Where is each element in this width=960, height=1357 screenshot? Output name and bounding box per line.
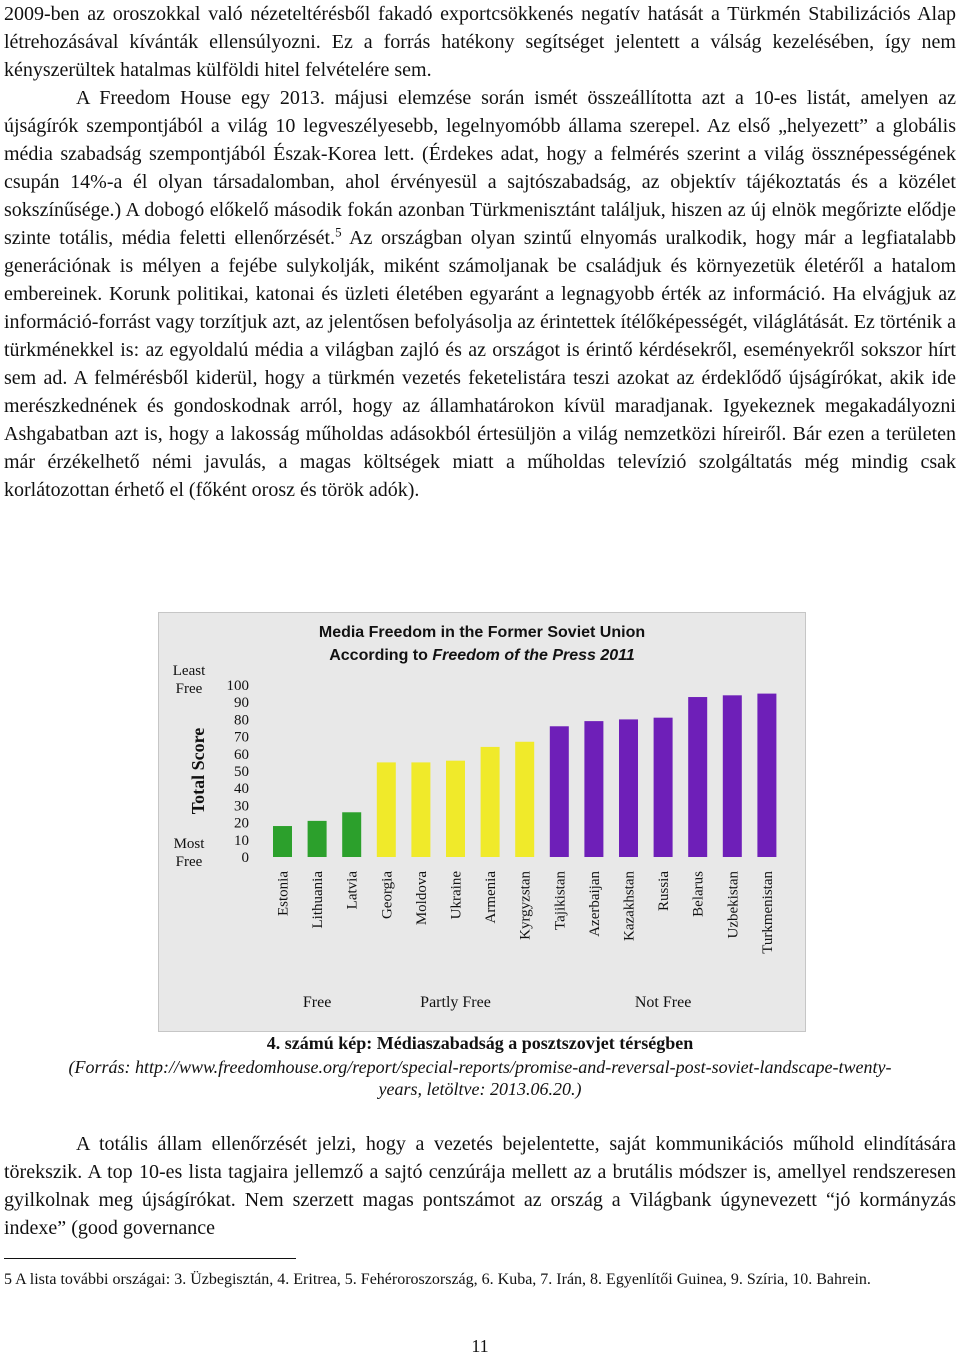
x-tick-label: Latvia	[344, 871, 361, 910]
footnote-divider	[4, 1258, 296, 1259]
bar-moldova	[411, 762, 430, 857]
x-tick-label: Ukraine	[448, 871, 465, 920]
group-label-not: Not Free	[634, 994, 692, 1011]
y-tick-label: 100	[226, 678, 249, 694]
paragraph-total-control: A totális állam ellenőrzését jelzi, hogy a vezetés bejelentette, saját kommunikációs műhold elindítására törekszik. A top 10-es lista tagjaira jellemző a sajtó cenzúrája mellett az a brutális módszer is, amellyel rendszeresen gyilkolnak meg újságírókat. Nem szerzett magas pontszámot az ország a Világbank úgynevezett “jó kormányzás indexe” (good governance	[4, 1133, 956, 1239]
x-tick-label: Azerbaijan	[586, 871, 603, 937]
x-tick-label: Georgia	[379, 871, 396, 920]
y-tick-label: 10	[234, 832, 249, 849]
bar-armenia	[481, 747, 500, 857]
chart-subtitle-prefix: According to	[329, 647, 433, 664]
bar-kazakhstan	[619, 719, 638, 857]
chart-subtitle-source: Freedom of the Press 2011	[432, 647, 635, 664]
page-number: 11	[471, 1336, 489, 1356]
y-axis-title: Total Score	[188, 727, 208, 815]
figure-caption-source-line2: years, letöltve: 2013.06.20.)	[378, 1079, 582, 1099]
y-tick-label: 20	[234, 815, 249, 832]
footnote-reference[interactable]: 5	[335, 224, 342, 240]
bar-estonia	[273, 826, 292, 857]
y-tick-label: 70	[234, 729, 249, 746]
chart-subtitle	[159, 647, 805, 665]
bar-ukraine	[446, 761, 465, 857]
chart-canvas	[159, 613, 805, 1031]
bar-belarus	[688, 697, 707, 857]
x-tick-label: Tajikistan	[552, 871, 569, 930]
y-tick-label: 90	[234, 695, 249, 712]
y-tick-label: 80	[234, 712, 249, 729]
x-tick-label: Kazakhstan	[621, 871, 638, 941]
paragraph-text-a: A Freedom House egy 2013. májusi elemzése során ismét összeállította azt a 10-es listát, amelyen az újságírók szempontjából a világ 10 legveszélyesebb, legelnyomóbb állama szerepel. Az első „helyezett” a globális média szabadság szempontjából Észak-Korea lett. (Érdekes adat, hogy a felmérés szerint a világ össznépességének csupán 14%-a él olyan társadalomban, ahol érvényesül a sajtószabadság, az objektív tájékoztatás és a közélet sokszínűsége.) A dobogó előkelő második fokán azonban Türkmenisztánt találjuk, hiszen az új elnök megőrizte elődje szinte totális, média feletti ellenőrzését.	[4, 87, 956, 249]
y-top-label-line1: Least	[172, 663, 206, 679]
x-tick-label: Kyrgyzstan	[517, 871, 534, 940]
bar-lithuania	[308, 821, 327, 857]
bar-latvia	[342, 812, 361, 857]
x-tick-label: Armenia	[483, 871, 500, 924]
x-tick-label: Russia	[656, 871, 673, 912]
group-label-partly: Partly Free	[420, 994, 491, 1011]
bar-azerbaijan	[584, 721, 603, 857]
y-tick-label: 40	[234, 781, 249, 798]
bar-tajikistan	[550, 726, 569, 857]
bar-georgia	[377, 762, 396, 857]
bar-kyrgyzstan	[515, 742, 534, 857]
x-tick-label: Estonia	[275, 871, 292, 916]
y-tick-label: 60	[234, 746, 249, 763]
x-tick-label: Turkmenistan	[759, 871, 776, 954]
group-label-free: Free	[302, 994, 332, 1011]
y-tick-label: 0	[241, 850, 249, 866]
y-tick-label: 30	[234, 798, 249, 815]
y-bottom-label-line1: Most	[173, 836, 205, 852]
bar-turkmenistan	[757, 694, 776, 857]
x-tick-label: Moldova	[413, 871, 430, 926]
paragraph-intro: 2009-ben az oroszokkal való nézeteltérésből fakadó exportcsökkenés negatív hatását a Türkmén Stabilizációs Alap létrehozásával kívánták ellensúlyozni. Ez a forrás hatékony segítséget jelentett a válság kezelésében, így nem kényszerültek hatalmas külföldi hitel felvételére sem.	[4, 3, 956, 81]
y-top-label-line2: Free	[175, 681, 203, 697]
figure-caption-source-line1: (Forrás: http://www.freedomhouse.org/report/special-reports/promise-and-reversal-post-soviet-landscape-twenty-	[68, 1057, 892, 1077]
bar-uzbekistan	[723, 695, 742, 857]
x-tick-label: Uzbekistan	[725, 871, 742, 939]
chart-title: Media Freedom in the Former Soviet Union	[318, 624, 646, 641]
y-bottom-label-line2: Free	[175, 854, 203, 870]
paragraph-text-b: Az országban olyan szintű elnyomás uralkodik, hogy már a legfiatalabb generációnak is mélyen a fejébe sulykolják, miként számoljanak be családjuk és környezetük életéről a hatalom embereinek. Korunk politikai, katonai és üzleti életében egyaránt a legnagyobb érték az információ. Ha elvágjuk az információ-forrást vagy torzítjuk azt, az jelentősen befolyásolja az érintettek ítélőképességét, világlátását. Ez történik a türkménekkel is: az egyoldalú média a világban zajló és az országot is érintő kérdésekről, eseményekről sokszor hírt sem ad. A felmérésből kiderül, hogy a türkmén vezetés feketelistára teszi azokat az érdeklődő újságírókat, akik ide merészkednének és gondoskodnak arról, hogy az államhatárokon kívül maradjanak. Igyekeznek megakadályozni Ashgabatban azt is, hogy a lakosság műholdas adásokból értesüljön a világ nemzetközi híreiről. Bár ezen a területen már érzékelhető némi javulás, a magas költségek miatt a műholdas televízió szolgáltatás még mindig csak korlátozottan érhető el (főként orosz és török adók).	[4, 227, 956, 501]
footnote-5: 5 A lista további országai: 3. Üzbegisztán, 4. Eritrea, 5. Fehéroroszország, 6. Kuba, 7. Irán, 8. Egyenlítői Guinea, 9. Szíria, 10. Bahrein.	[4, 1271, 871, 1288]
media-freedom-chart	[158, 612, 806, 1032]
figure-caption-title: 4. számú kép: Médiaszabadság a posztszovjet térségben	[266, 1033, 694, 1053]
bar-russia	[654, 718, 673, 857]
x-tick-label: Lithuania	[310, 871, 327, 929]
paragraph-freedom-house	[4, 84, 956, 504]
x-tick-label: Belarus	[690, 871, 707, 917]
y-tick-label: 50	[234, 764, 249, 780]
